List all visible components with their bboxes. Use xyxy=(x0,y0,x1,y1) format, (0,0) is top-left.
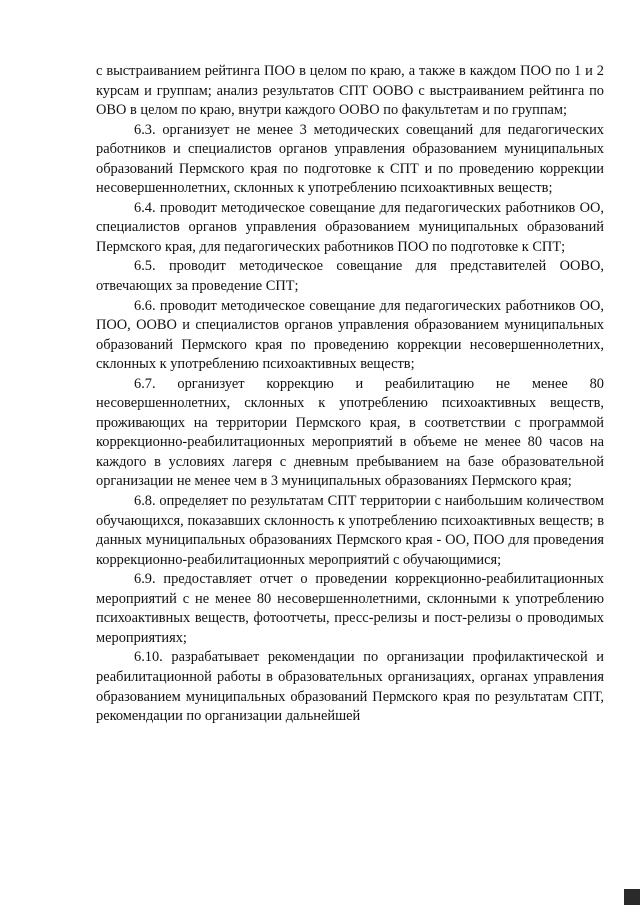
document-page xyxy=(96,62,604,727)
item-text: предоставляет отчет о проведении коррекционно-реабилитационных мероприятий с не менее 80 несовершеннолетними, склонными к употреблению психоактивных веществ, фотоотчеты, пресс-релизы и пост-релизы о проводимых мероприятиях; xyxy=(96,571,604,646)
item-number: 6.8. xyxy=(134,493,156,510)
paragraph-continuation: с выстраиванием рейтинга ПОО в целом по краю, а также в каждом ПОО по 1 и 2 курсам и группам; анализ результатов СПТ ООВО с выстраиванием рейтинга по ОВО в целом по краю, внутри каждого ООВО по факультетам и по группам; xyxy=(96,63,604,119)
paragraph-6-7 xyxy=(96,375,604,492)
item-text: проводит методическое совещание для педагогических работников ОО, ПОО, ООВО и специалистов органов управления образованием муниципальных образований Пермского края по проведению коррекции несовершеннолетних, склонных к употреблению психоактивных веществ; xyxy=(96,297,604,373)
item-text: определяет по результатам СПТ территории с наибольшим количеством обучающихся, показавших склонность к употреблению психоактивных веществ; в данных муниципальных образованиях Пермского края - ОО, ПОО для проведения коррекционно-реабилитационных мероприятий с обучающимися; xyxy=(96,493,604,568)
paragraph-6-9 xyxy=(96,570,604,648)
item-number: 6.5. xyxy=(134,258,156,275)
item-number: 6.4. xyxy=(134,199,156,216)
item-text: организует не менее 3 методических совещаний для педагогических работников и специалистов органов управления образованием муниципальных образований Пермского края по подготовке к СПТ и по проведению коррекции несовершеннолетних, склонных к употреблению психоактивных веществ; xyxy=(96,121,604,197)
item-text: организует коррекцию и реабилитацию не менее 80 несовершеннолетних, склонных к употреблению психоактивных веществ, проживающих на территории Пермского края, в соответствии с программой коррекционно-реабилитационных мероприятий в объеме не менее 80 часов на каждого в условиях лагеря с дневным пребыванием на базе образовательной организации не менее чем в 3 муниципальных образованиях Пермского края; xyxy=(96,375,604,490)
item-text: проводит методическое совещание для представителей ООВО, отвечающих за проведение СПТ; xyxy=(96,258,604,295)
item-text: разрабатывает рекомендации по организации профилактической и реабилитационной работы в образовательных организациях, органах управления образованием муниципальных образований Пермского края по результатам СПТ, рекомендации по организации дальнейшей xyxy=(96,649,604,725)
paragraph-6-5 xyxy=(96,257,604,296)
item-number: 6.10. xyxy=(134,649,163,666)
paragraph-6-10 xyxy=(96,648,604,726)
item-number: 6.9. xyxy=(134,571,156,588)
paragraph-6-4 xyxy=(96,199,604,258)
item-number: 6.7. xyxy=(134,375,156,392)
scan-corner-mark xyxy=(624,889,640,905)
paragraph-6-3 xyxy=(96,121,604,199)
paragraph-6-6 xyxy=(96,297,604,375)
item-number: 6.3. xyxy=(134,121,156,138)
item-number: 6.6. xyxy=(134,297,156,314)
paragraph-6-8 xyxy=(96,492,604,570)
item-text: проводит методическое совещание для педагогических работников ОО, специалистов органов управления образованием муниципальных образований Пермского края, для педагогических работников ПОО по подготовке к СПТ; xyxy=(96,199,604,255)
